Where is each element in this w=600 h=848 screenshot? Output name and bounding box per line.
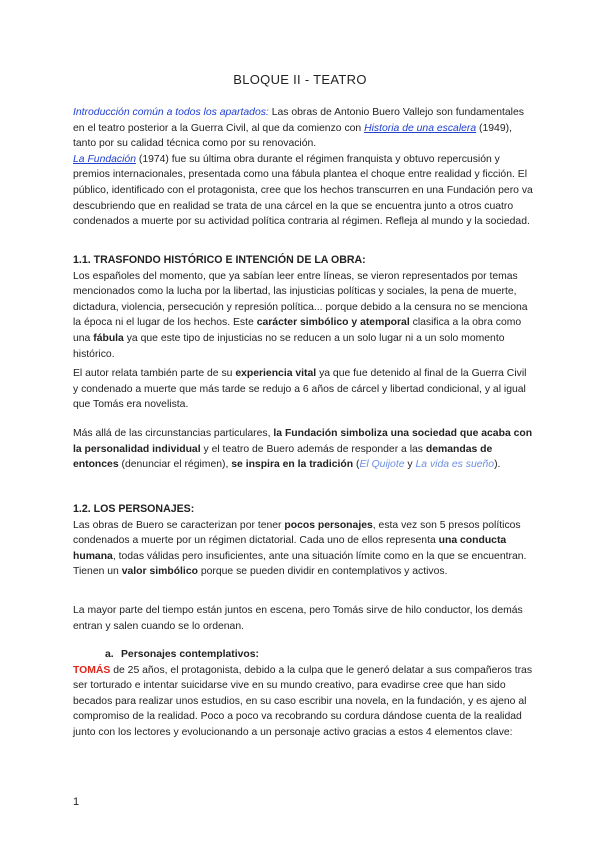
bold-text: pocos personajes — [284, 519, 373, 531]
body-text: porque se pueden dividir en contemplativos y activos. — [197, 566, 448, 578]
bold-text: demandas de entonces — [73, 443, 493, 471]
bold-text: se inspira en la tradición — [231, 459, 354, 471]
section-1-paragraph-3 — [73, 426, 533, 473]
section-1-heading: 1.1. TRASFONDO HISTÓRICO E INTENCIÓN DE LA OBRA: — [73, 254, 366, 266]
bold-text: carácter simbólico y atemporal — [256, 317, 410, 329]
bold-text: valor simbólico — [121, 566, 198, 578]
body-text: de 25 años, el protagonista, debido a la culpa que le generó delatar a sus compañeros tras ser torturado e intentar suicidarse vive en su mundo creativo, para evadirse cree que han sido becados para realizar unos estudios, en su caso escribir una novela, en la fundación, y es ajeno al compromiso de la realidad. Poco a poco va recobrando su cordura dándose cuenta de la realidad junto con los lectores y evolucionando a un personaje activo gracias a estos 4 elementos clave: — [73, 664, 533, 738]
body-text: Las obras de Buero se caracterizan por tener — [73, 519, 285, 531]
section-2-paragraph-2 — [73, 603, 533, 634]
link-la-vida-es-sueno[interactable]: La vida es sueño — [415, 459, 495, 471]
intro-paragraph-1 — [73, 105, 533, 152]
list-marker: a. — [105, 649, 114, 660]
bold-text: experiencia vital — [235, 368, 317, 379]
body-text: La mayor parte del tiempo están juntos en escena, pero Tomás sirve de hilo conductor, los demás entran y salen cuando se lo ordenan. — [73, 605, 523, 632]
section-2-paragraph-1 — [73, 518, 533, 580]
section-2 — [73, 502, 533, 580]
section-1-paragraph-2 — [73, 366, 533, 413]
section-1-paragraph-1 — [73, 269, 533, 363]
intro-section — [73, 105, 533, 230]
link-historia-de-una-escalera[interactable]: Historia de una escalera — [364, 122, 477, 134]
character-name-tomas: TOMÁS — [73, 664, 111, 676]
bold-text: fábula — [93, 332, 124, 344]
section-2-heading: 1.2. LOS PERSONAJES: — [73, 503, 195, 515]
section-1 — [73, 253, 533, 362]
subsection-a-heading — [73, 647, 533, 663]
intro-label: Introducción común a todos los apartados: — [73, 107, 269, 118]
body-text: clasifica a la obra como una — [73, 317, 522, 344]
body-text: ( — [353, 459, 360, 471]
intro-paragraph-2 — [73, 152, 533, 230]
intro-text: (1974) fue su última obra durante el régimen franquista y obtuvo repercusión y premios internacionales, presentada como una fábula plantea el choque entre realidad y ficción. El público, identificado con el protagonista, cree que los hechos transcurren en una Fundación pero va descubriendo que en realidad se trata de una cárcel en la que se encuentra junto a otros cuatro condenados a muerte por su actividad política contraria al régimen. Refleja al mundo y la sociedad. — [73, 153, 533, 228]
body-text: ). — [494, 459, 501, 471]
body-text: (denunciar el régimen), — [118, 459, 232, 471]
body-text: El autor relata también parte de su — [73, 368, 236, 379]
intro-text: Las obras de Antonio Buero Vallejo son fundamentales en el teatro posterior a la Guerra Civil, al que da comienzo con — [73, 107, 524, 134]
intro-text: (1949), tanto por su calidad técnica como por su renovación. — [73, 122, 512, 150]
bold-text: una conducta humana — [73, 535, 507, 562]
body-text: , todas válidas pero insuficientes, ante una situación límite como en la que se encuentran. Tienen un — [73, 550, 527, 578]
subsection-title: Personajes contemplativos: — [121, 649, 260, 660]
body-text: ya que este tipo de injusticias no se reducen a un solo lugar ni a un solo momento histórico. — [73, 332, 505, 360]
body-text: y el teatro de Buero además de responder a las — [200, 443, 426, 455]
body-text: Más allá de las circunstancias particulares, — [73, 428, 274, 439]
body-text: y — [404, 459, 416, 471]
tomas-paragraph — [73, 663, 533, 741]
bold-text: la Fundación simboliza una sociedad que acaba con la personalidad individual — [73, 428, 533, 455]
page-title: BLOQUE II - TEATRO — [233, 72, 367, 87]
body-text: , esta vez son 5 presos políticos condenados a muerte por un régimen dictatorial. Cada uno de ellos representa — [73, 519, 521, 547]
link-el-quijote[interactable]: El Quijote — [359, 459, 405, 471]
body-text: ya que fue detenido al final de la Guerra Civil y condenado a muerte que más tarde se redujo a 6 años de cárcel y libertad condicional, y al igual que Tomás era novelista. — [73, 368, 527, 411]
page-number: 1 — [73, 796, 80, 808]
subsection-a — [73, 647, 533, 741]
body-text: Los españoles del momento, que ya sabían leer entre líneas, se vieron representados por temas mencionados como la lucha por la libertad, las injusticias políticas y sociales, la pena de muerte, dictadura, violencia, persecución y represión política... porque debido a la censura no se menciona la época ni el lugar de los hechos. Este — [73, 270, 528, 329]
link-la-fundacion[interactable]: La Fundación — [73, 153, 136, 165]
